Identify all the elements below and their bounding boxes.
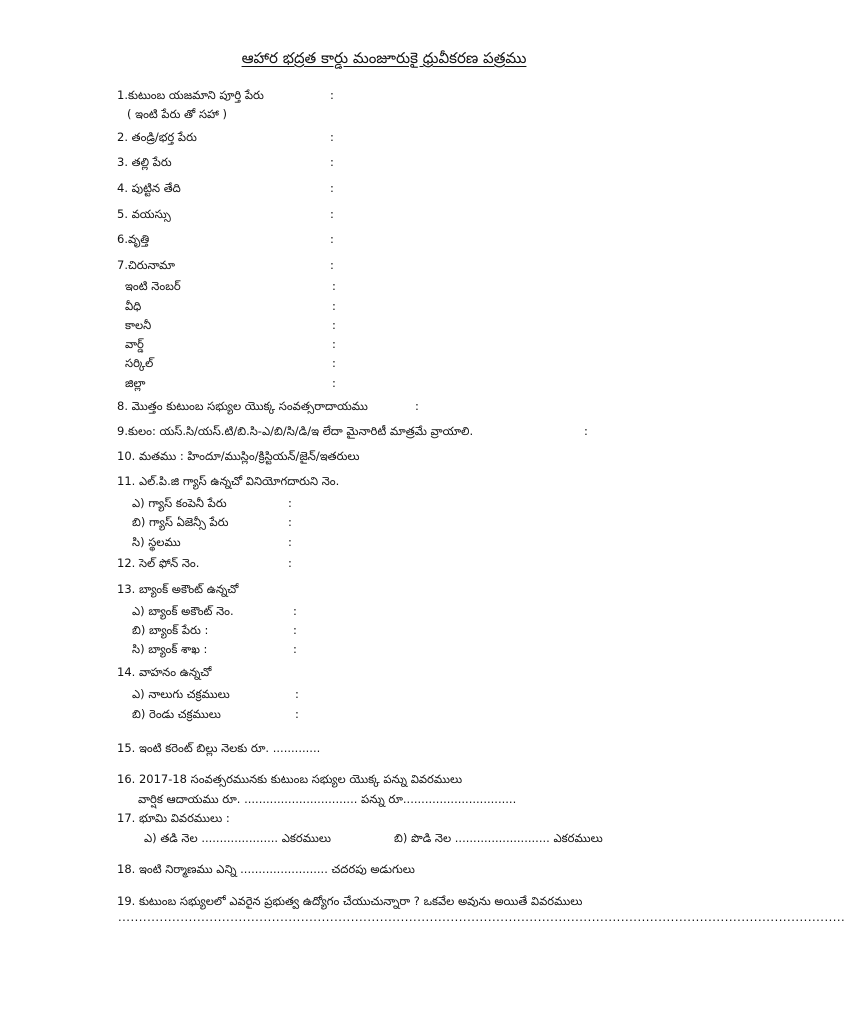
field-cell-phone-colon: : xyxy=(288,556,292,570)
page-title xyxy=(0,48,768,68)
field-mother-label: 3. తల్లి పేరు xyxy=(117,155,172,169)
field-bank-account-label: ఎ) బ్యాంక్ అకౌంట్ నెం. xyxy=(132,604,234,618)
field-colony-label: కాలనీ xyxy=(125,318,152,332)
field-religion-label: 10. మతము : హిందూ/ముస్లిం/క్రిస్టియన్/జైన్/ఇతరులు xyxy=(117,449,360,463)
field-dry-land-line: బి) పొడి నెల .......................... ఎకరములు xyxy=(394,831,603,845)
field-age-colon: : xyxy=(330,207,334,221)
field-four-wheeler-colon: : xyxy=(295,687,299,701)
field-wet-land-line: ఎ) తడి నెల ..................... ఎకరములు xyxy=(144,831,332,845)
field-lpg-label: 11. ఎల్.పి.జి గ్యాస్ ఉన్నచో వినియోగదారుని నెం. xyxy=(117,474,340,488)
field-govt-employee-label: 19. కుటుంబ సభ్యులలో ఎవరైన ప్రభుత్వ ఉద్యోగం చేయుచున్నారా ? ఒకవేల అవును అయితే వివరములు xyxy=(117,894,583,908)
field-caste-colon: : xyxy=(584,424,588,438)
field-street-label: వీధి xyxy=(125,299,142,313)
field-gas-place-colon: : xyxy=(288,535,292,549)
field-gas-agency-colon: : xyxy=(288,515,292,529)
field-gas-agency-label: బి) గ్యాస్ ఏజెన్సీ పేరు xyxy=(132,515,229,529)
field-gas-company-label: ఎ) గ్యాస్ కంపెనీ పేరు xyxy=(132,496,227,510)
field-district-colon: : xyxy=(332,376,336,390)
field-bank-branch-colon: : xyxy=(293,642,297,656)
field-dob-label: 4. పుట్టిన తేది xyxy=(117,181,181,195)
field-colony-colon: : xyxy=(332,318,336,332)
field-cell-phone-label: 12. సెల్ ఫోన్ నెం. xyxy=(117,556,200,570)
title-text: ఆహార భద్రత కార్డు మంజూరుకై ధ్రువీకరణ పత్రము xyxy=(241,49,527,67)
field-house-no-colon: : xyxy=(332,279,336,293)
field-family-income-label: 8. మొత్తం కుటుంబ సభ్యుల యొక్క సంవత్సరాదాయము xyxy=(117,399,368,413)
field-bank-label: 13. బ్యాంక్ అకౌంట్ ఉన్నచో xyxy=(117,582,239,596)
field-dob-colon: : xyxy=(330,181,334,195)
field-mother-colon: : xyxy=(330,155,334,169)
field-bank-branch-label: సి) బ్యాంక్ శాఖ : xyxy=(132,642,208,656)
field-address-label: 7.చిరునామా xyxy=(117,258,176,272)
field-head-name-note: ( ఇంటి పేరు తో సహా ) xyxy=(127,107,228,121)
field-circle-label: సర్కిల్ xyxy=(125,356,154,370)
field-ward-colon: : xyxy=(332,337,336,351)
field-father-label: 2. తండ్రి/భర్త పేరు xyxy=(117,130,197,144)
field-two-wheeler-colon: : xyxy=(295,707,299,721)
field-street-colon: : xyxy=(332,299,336,313)
field-ward-label: వార్డ్ xyxy=(125,337,144,351)
field-district-label: జిల్లా xyxy=(125,376,146,390)
field-tax-details-label: 16. 2017-18 సంవత్సరమునకు కుటుంబ సభ్యుల యొక్క పన్ను వివరములు xyxy=(117,772,463,786)
field-address-colon: : xyxy=(330,258,334,272)
field-land-details-label: 17. భూమి వివరములు : xyxy=(117,811,230,825)
field-head-name-label: 1.కుటుంబ యజమాని పూర్తి పేరు xyxy=(117,88,264,102)
field-govt-employee-dots: ............................................................................................................................................................................... xyxy=(118,910,845,924)
field-annual-income-tax-line: వార్షిక ఆదాయము రూ. ............................... పన్ను రూ............................... xyxy=(138,792,517,806)
field-bank-name-colon: : xyxy=(293,623,297,637)
field-father-colon: : xyxy=(330,130,334,144)
field-electricity-bill-label: 15. ఇంటి కరెంట్ బిల్లు నెలకు రూ. ............. xyxy=(117,741,321,755)
field-gas-company-colon: : xyxy=(288,496,292,510)
field-gas-place-label: సి) స్థలము xyxy=(132,535,181,549)
field-age-label: 5. వయస్సు xyxy=(117,207,171,221)
field-occupation-label: 6.వృత్తి xyxy=(117,232,150,246)
field-four-wheeler-label: ఎ) నాలుగు చక్రములు xyxy=(132,687,230,701)
field-circle-colon: : xyxy=(332,356,336,370)
field-vehicle-label: 14. వాహనం ఉన్నచో xyxy=(117,665,212,679)
field-two-wheeler-label: బి) రెండు చక్రములు xyxy=(132,707,221,721)
field-bank-name-label: బి) బ్యాంక్ పేరు : xyxy=(132,623,209,637)
field-occupation-colon: : xyxy=(330,232,334,246)
field-family-income-colon: : xyxy=(415,399,419,413)
field-house-area-line: 18. ఇంటి నిర్మాణము ఎన్ని ........................ చదరపు అడుగులు xyxy=(117,862,415,876)
field-bank-account-colon: : xyxy=(293,604,297,618)
field-caste-label: 9.కులం: యస్.సి/యస్.టి/బి.సి-ఎ/బి/సి/డి/ఇ లేదా మైనారిటీ మాత్రమే వ్రాయాలి. xyxy=(117,424,474,438)
field-house-no-label: ఇంటి నెంబర్ xyxy=(125,279,181,293)
field-head-name-colon: : xyxy=(330,88,334,102)
